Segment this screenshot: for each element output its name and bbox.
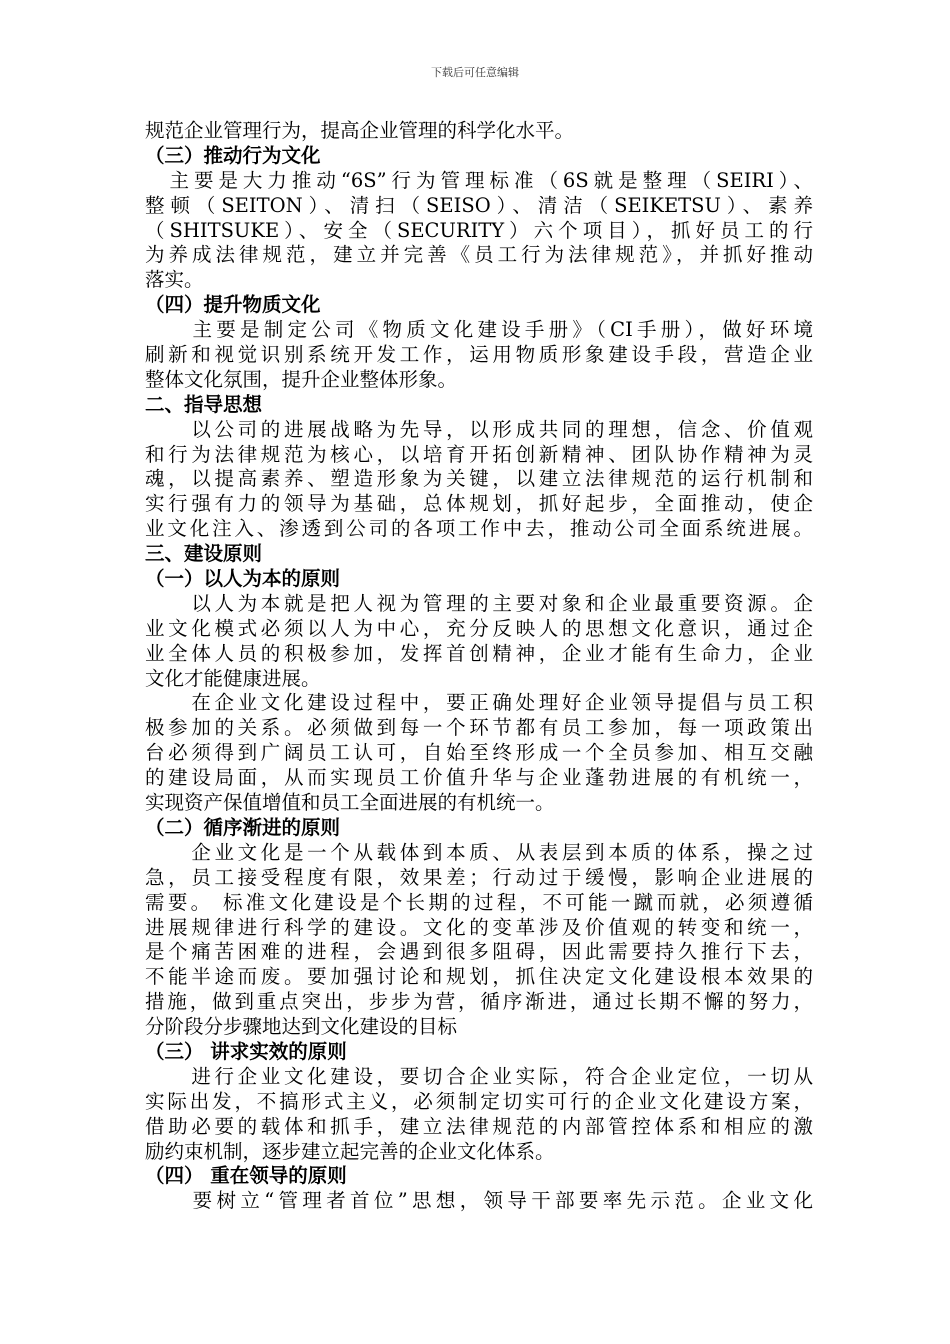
section-heading: （二）循序渐进的原则 <box>145 815 341 839</box>
text-line: 整顿（SEITON）、清扫（SEISO）、清洁（SEIKETSU）、素养 <box>145 193 813 217</box>
text-line: 魂，以提高素养、塑造形象为关键，以建立法律规范的运行机制和 <box>145 467 813 491</box>
text-line: 整体文化氛围，提升企业整体形象。 <box>145 367 458 391</box>
text-line: 业文化注入、渗透到公司的各项工作中去，推动公司全面系统进展。 <box>145 517 813 541</box>
text-line: 励约束机制，逐步建立起完善的企业文化体系。 <box>145 1139 555 1163</box>
text-line: 的建设局面，从而实现员工价值升华与企业蓬勃进展的有机统一， <box>145 766 813 790</box>
text-line: 不能半途而废。要加强讨论和规划，抓住决定文化建设根本效果的 <box>145 965 813 989</box>
text-line: 措施，做到重点突出，步步为营，循序渐进，通过长期不懈的努力， <box>145 990 813 1014</box>
text-line: 进行企业文化建设，要切合企业实际，符合企业定位，一切从 <box>145 1064 813 1088</box>
text-line: 为养成法律规范，建立并完善《员工行为法律规范》，并抓好推动 <box>145 243 813 267</box>
text-line: 主要是大力推动“6S”行为管理标准（6S就是整理（SEIRI）、 <box>145 168 813 192</box>
text-line: （SHITSUKE）、安全（SECURITY）六个项目），抓好员工的行 <box>145 218 813 242</box>
text-line: 进展规律进行科学的建设。文化的变革涉及价值观的转变和统一， <box>145 915 813 939</box>
text-line: 企业文化是一个从载体到本质、从表层到本质的体系，操之过 <box>145 840 813 864</box>
text-line: 文化才能健康进展。 <box>145 666 321 690</box>
text-line: 是个痛苦困难的进程，会遇到很多阻碍，因此需要持久推行下去， <box>145 940 813 964</box>
text-line: 在企业文化建设过程中，要正确处理好企业领导提倡与员工积 <box>145 691 813 715</box>
section-heading: （三）推动行为文化 <box>145 143 321 167</box>
text-line: 极参加的关系。必须做到每一个环节都有员工参加，每一项政策出 <box>145 716 813 740</box>
section-heading: 三、建设原则 <box>145 542 263 566</box>
text-line: 实现资产保值增值和员工全面进展的有机统一。 <box>145 791 555 815</box>
text-line: 以公司的进展战略为先导，以形成共同的理想，信念、价值观 <box>145 417 813 441</box>
text-line: 以人为本就是把人视为管理的主要对象和企业最重要资源。企 <box>145 591 813 615</box>
section-heading: （三） 讲求实效的原则 <box>145 1039 347 1063</box>
text-line: 主要是制定公司《物质文化建设手册》（CI手册），做好环境 <box>145 318 813 342</box>
page-header: 下载后可任意编辑 <box>431 66 519 79</box>
section-heading: （四） 重在领导的原则 <box>145 1164 347 1188</box>
text-line: 台必须得到广阔员工认可，自始至终形成一个全员参加、相互交融 <box>145 741 813 765</box>
section-heading: （一）以人为本的原则 <box>145 567 341 591</box>
text-line: 急，员工接受程度有限，效果差；行动过于缓慢，影响企业进展的 <box>145 865 813 889</box>
text-line: 分阶段分步骤地达到文化建设的目标 <box>145 1015 458 1039</box>
text-line: 落实。 <box>145 268 204 292</box>
text-line: 实行强有力的领导为基础，总体规划，抓好起步，全面推动，使企 <box>145 492 813 516</box>
text-line: 借助必要的载体和抓手，建立法律规范的内部管控体系和相应的激 <box>145 1114 813 1138</box>
text-line: 实际出发，不搞形式主义，必须制定切实可行的企业文化建设方案， <box>145 1089 813 1113</box>
text-line: 规范企业管理行为，提高企业管理的科学化水平。 <box>145 119 575 142</box>
section-heading: 二、指导思想 <box>145 392 263 416</box>
text-line: 业全体人员的积极参加，发挥首创精神，企业才能有生命力，企业 <box>145 641 813 665</box>
text-line: 和行为法律规范为核心，以培育开拓创新精神、团队协作精神为灵 <box>145 442 813 466</box>
section-heading: （四）提升物质文化 <box>145 293 321 317</box>
text-line: 业文化模式必须以人为中心，充分反映人的思想文化意识，通过企 <box>145 616 813 640</box>
text-line: 需要。 标准文化建设是个长期的过程，不可能一蹴而就，必须遵循 <box>145 890 813 914</box>
text-line: 刷新和视觉识别系统开发工作，运用物质形象建设手段，营造企业 <box>145 343 813 367</box>
document-body <box>145 119 813 1214</box>
text-line: 要树立“管理者首位”思想，领导干部要率先示范。企业文化 <box>145 1189 813 1213</box>
